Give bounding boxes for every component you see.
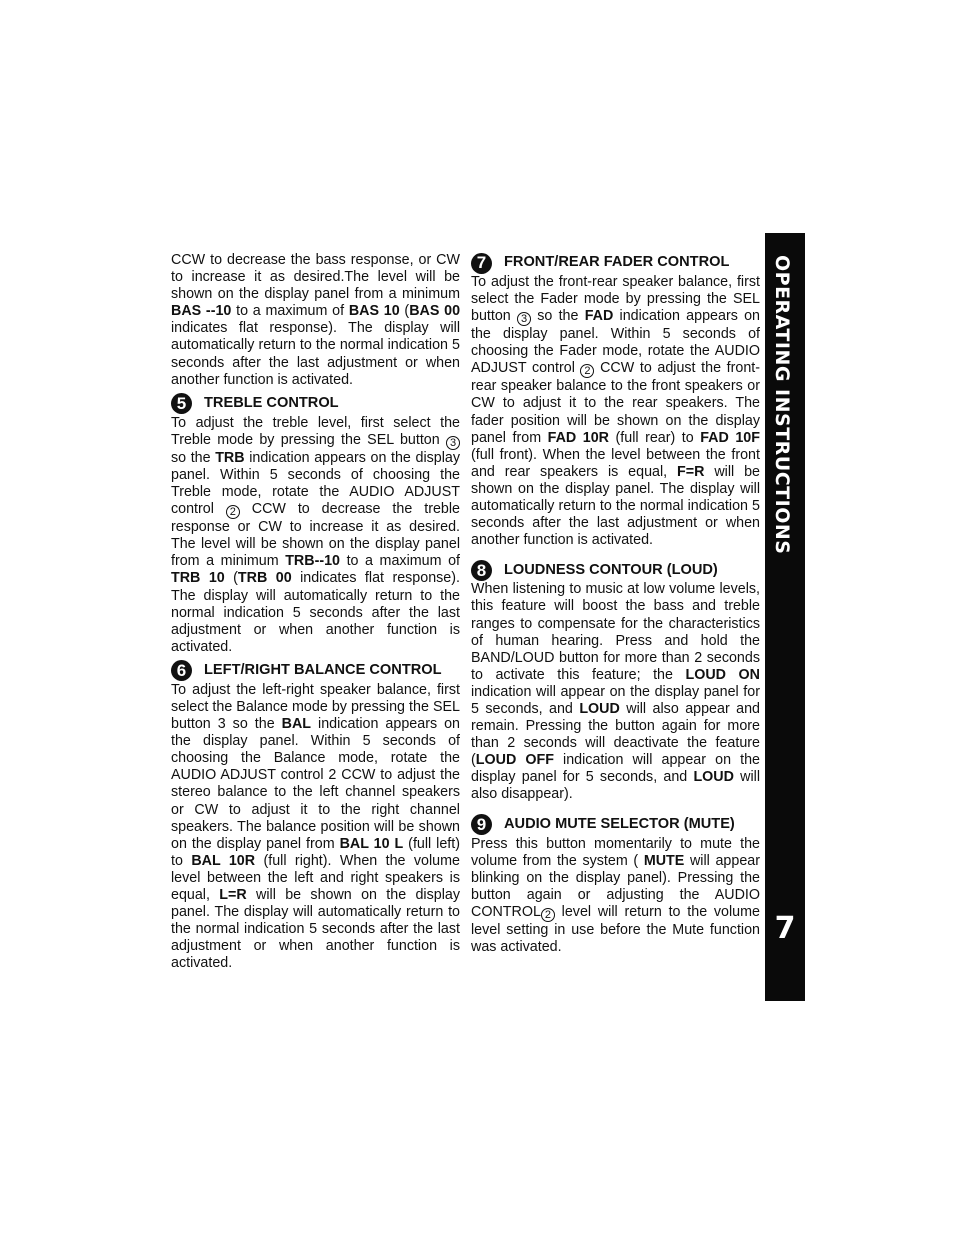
section-number-badge: 6 <box>171 660 192 681</box>
section-title: TREBLE CONTROL <box>204 395 339 412</box>
balance-paragraph: To adjust the left-right speaker balance, first select the Balance mode by pressing the SEL button 3 so the BAL indication appears on the display panel. Within 5 seconds of choosing the Balance mode, rotate the AUDIO ADJUST control 2 CCW to adjust the stereo balance to the left channel speakers or CW to adjust it to the right channel speakers. The balance position will be shown on the display panel from BAL 10 L (full left) to BAL 10R (full right). When the volume level between the left and right speakers is equal, L=R will be shown on the display panel. The display will automatically return to the normal indication 5 seconds after the last adjustment or when another function is activated. <box>171 681 460 972</box>
fader-paragraph: To adjust the front-rear speaker balance, first select the Fader mode by pressing the SEL button 3 so the FAD indication appears on the display panel. Within 5 seconds of choosing the Fader mode, rotate the AUDIO ADJUST control 2 CCW to adjust the front-rear speaker balance to the front speakers or CW to adjust it to the rear speakers. The fader position will be shown on the display panel from FAD 10R (full rear) to FAD 10F (full front). When the level between the front and rear speakers is equal, F=R will be shown on the display panel. The display will automatically return to the normal indication 5 seconds after the last adjustment or when another function is activated. <box>471 274 760 549</box>
control-ref-badge: 3 <box>446 436 460 450</box>
control-ref-badge: 2 <box>541 908 555 922</box>
control-ref-badge: 2 <box>226 505 240 519</box>
bass-continued-paragraph: CCW to decrease the bass response, or CW to increase it as desired.The level will be shown on the display panel from a minimum BAS --10 to a maximum of BAS 10 (BAS 00 indicates flat response). The display will automatically return to the normal indication 5 seconds after the last adjustment or when another function is activated. <box>171 252 461 388</box>
page-number: 7 <box>774 911 796 946</box>
section-number-badge: 5 <box>171 393 192 414</box>
fader-heading <box>471 252 760 274</box>
section-title: LEFT/RIGHT BALANCE CONTROL <box>204 662 442 679</box>
treble-paragraph: To adjust the treble level, first select the Treble mode by pressing the SEL button 3 so the TRB indication appears on the display panel. Within 5 seconds of choosing the Treble mode, rotate the AUDIO ADJUST control 2 CCW to decrease the treble response or CW to increase it as desired. The level will be shown on the display panel from a minimum TRB--10 to a maximum of TRB 10 (TRB 00 indicates flat response). The display will automatically return to the normal indication 5 seconds after the last adjustment or when another function is activated. <box>171 414 460 655</box>
right-column <box>471 252 760 956</box>
mute-heading <box>471 814 760 836</box>
section-number-badge: 8 <box>471 560 492 581</box>
section-title: AUDIO MUTE SELECTOR (MUTE) <box>504 815 735 832</box>
section-number-badge: 9 <box>471 814 492 835</box>
balance-heading <box>171 660 460 682</box>
left-column <box>171 252 460 972</box>
section-number-badge: 7 <box>471 253 492 274</box>
control-ref-badge: 3 <box>517 312 531 326</box>
loudness-heading <box>471 559 760 581</box>
section-title: FRONT/REAR FADER CONTROL <box>504 254 730 271</box>
mute-paragraph: Press this button momentarily to mute the volume from the system ( MUTE will appear blinking on the display panel). Pressing the button again or adjusting the AUDIO CONTROL 2 level will return to the volume level setting in use before the Mute function was activated. <box>471 835 760 955</box>
loudness-paragraph: When listening to music at low volume levels, this feature will boost the bass and treble ranges to compensate for the characteristics of human hearing. Press and hold the BAND/LOUD button for more than 2 seconds to activate this feature; the LOUD ON indication will appear on the display panel for 5 seconds, and LOUD will also appear and remain. Pressing the button again for more than 2 seconds will deactivate the feature (LOUD OFF indication will appear on the display panel for 5 seconds, and LOUD will also disappear). <box>471 581 761 803</box>
treble-heading <box>171 393 460 415</box>
control-ref-badge: 2 <box>580 364 594 378</box>
section-tab-sidebar <box>765 233 805 1001</box>
section-title: LOUDNESS CONTOUR (LOUD) <box>504 561 718 578</box>
sidebar-title: OPERATING INSTRUCTIONS <box>771 255 793 555</box>
